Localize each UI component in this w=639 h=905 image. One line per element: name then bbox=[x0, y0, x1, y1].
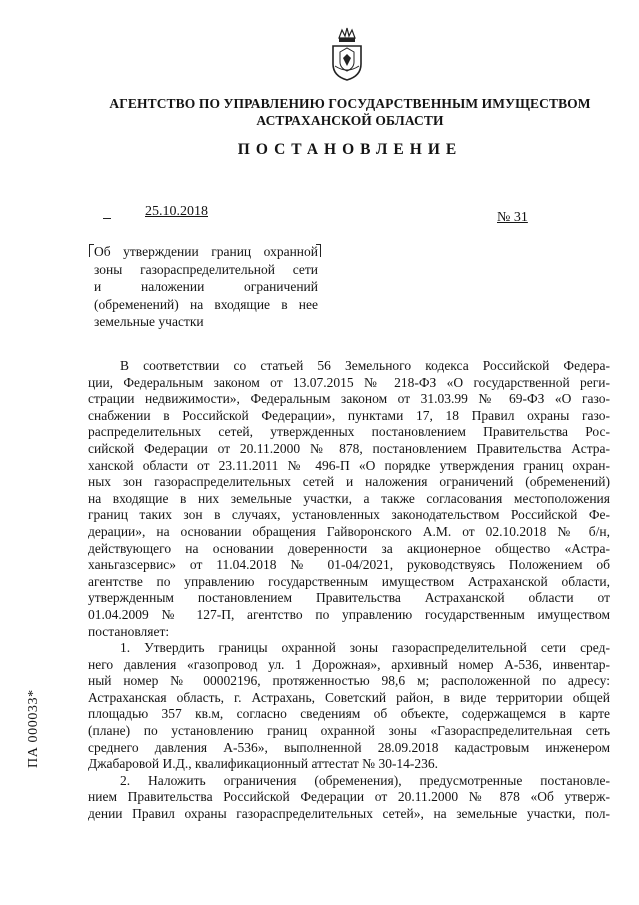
body-line: площадью 357 кв.м, согласно сведениям об объекте, содержащемся в карте bbox=[88, 706, 610, 722]
body-line: ции, Федеральным законом от 13.07.2015 № 218-ФЗ «О государственной реги- bbox=[88, 374, 610, 390]
body-line: утвержденным постановлением Правительства Астраханской области от bbox=[88, 590, 610, 606]
body-line: 01.04.2009 № 127-П, агентство по управлению государственным имуществом bbox=[88, 606, 610, 622]
document-type-title: ПОСТАНОВЛЕНИЕ bbox=[237, 141, 463, 158]
body-line: среднего давления А-536», выполненной 28.09.2018 кадастровым инженером bbox=[88, 739, 610, 755]
body-line: страции недвижимости», Федеральным законом от 31.03.99 № 69-ФЗ «О газо- bbox=[88, 391, 610, 407]
subject-block bbox=[94, 243, 318, 331]
side-registration-stamp: ПА 000033* bbox=[26, 689, 41, 768]
body-line: него давления «газопровод ул. 1 Дорожная», архивный номер А-536, инвентар- bbox=[88, 656, 610, 672]
body-line: ханьгазсервис» от 11.04.2018 № 01-04/2021, руководствуясь Положением об bbox=[88, 557, 610, 573]
body-line: 1. Утвердить границы охранной зоны газораспределительной сети сред- bbox=[120, 640, 610, 656]
body-line: нием Правительства Российской Федерации от 20.11.2000 № 878 «Об утверж- bbox=[88, 789, 610, 805]
body-line: В соответствии со статьей 56 Земельного кодекса Российской Федера- bbox=[120, 358, 610, 373]
body-line: ханской области от 23.11.2011 № 496-П «О порядке утверждения границ охран- bbox=[88, 457, 610, 473]
body-line: действующего на основании доверенности за акционерное общество «Астра- bbox=[88, 540, 610, 556]
body-line: (плане) по установлению границ охранной зоны «Газораспределительная сеть bbox=[88, 723, 610, 739]
body-line: сийской Федерации от 20.11.2000 № 878, постановлением Правительства Астра- bbox=[88, 440, 610, 456]
body-line: распределительных сетей, утвержденных постановлением Правительства Рос- bbox=[88, 424, 610, 440]
subject-line: и наложении ограничений bbox=[94, 279, 318, 294]
coat-of-arms-icon bbox=[327, 24, 367, 82]
body-line: ных зон газораспределительных сетей и наложения ограничений (обременений) bbox=[88, 474, 610, 490]
body-line: Астраханская область, г. Астрахань, Советский район, в виде территории общей bbox=[88, 689, 610, 705]
decorative-tick bbox=[103, 218, 111, 219]
agency-name-line2: АСТРАХАНСКОЙ ОБЛАСТИ bbox=[256, 113, 444, 128]
body-line: агентстве по управлению государственным имуществом Астраханской области, bbox=[88, 573, 610, 589]
body-line: ный номер № 00002196, протяженностью 98,6 м; расположенной по адресу: bbox=[88, 673, 610, 689]
body-text bbox=[88, 358, 610, 823]
body-line: снабжении в Российской Федерации», пунктами 17, 18 Правил охраны газо- bbox=[88, 407, 610, 423]
document-date: 25.10.2018 bbox=[145, 204, 208, 219]
body-line: дении Правил охраны газораспределительных сетей», на земельные участки, пол- bbox=[88, 806, 610, 822]
subject-line: зоны газораспределительной сети bbox=[94, 261, 318, 277]
body-line: Джабаровой И.Д., квалификационный аттестат № 30-14-236. bbox=[88, 756, 439, 772]
body-line: дерации», на основании обращения Гайворонского А.М. от 02.10.2018 № б/н, bbox=[88, 523, 610, 539]
subject-line: Об утверждении границ охранной bbox=[94, 244, 318, 259]
body-line: на входящие в них земельные участки, а также согласования местоположения bbox=[88, 490, 610, 506]
subject-line: (обременений) на входящие в нее bbox=[94, 296, 318, 312]
body-line: границ таких зон в случаях, установленных законодательством Российской Фе- bbox=[88, 507, 610, 523]
agency-name-line1: АГЕНТСТВО ПО УПРАВЛЕНИЮ ГОСУДАРСТВЕННЫМ ИМУЩЕСТВОМ bbox=[109, 96, 591, 111]
subject-line: земельные участки bbox=[94, 314, 204, 329]
body-line: постановляет: bbox=[88, 623, 170, 639]
body-line: 2. Наложить ограничения (обременения), предусмотренные постановле- bbox=[120, 772, 610, 788]
document-number: № 31 bbox=[497, 210, 528, 225]
